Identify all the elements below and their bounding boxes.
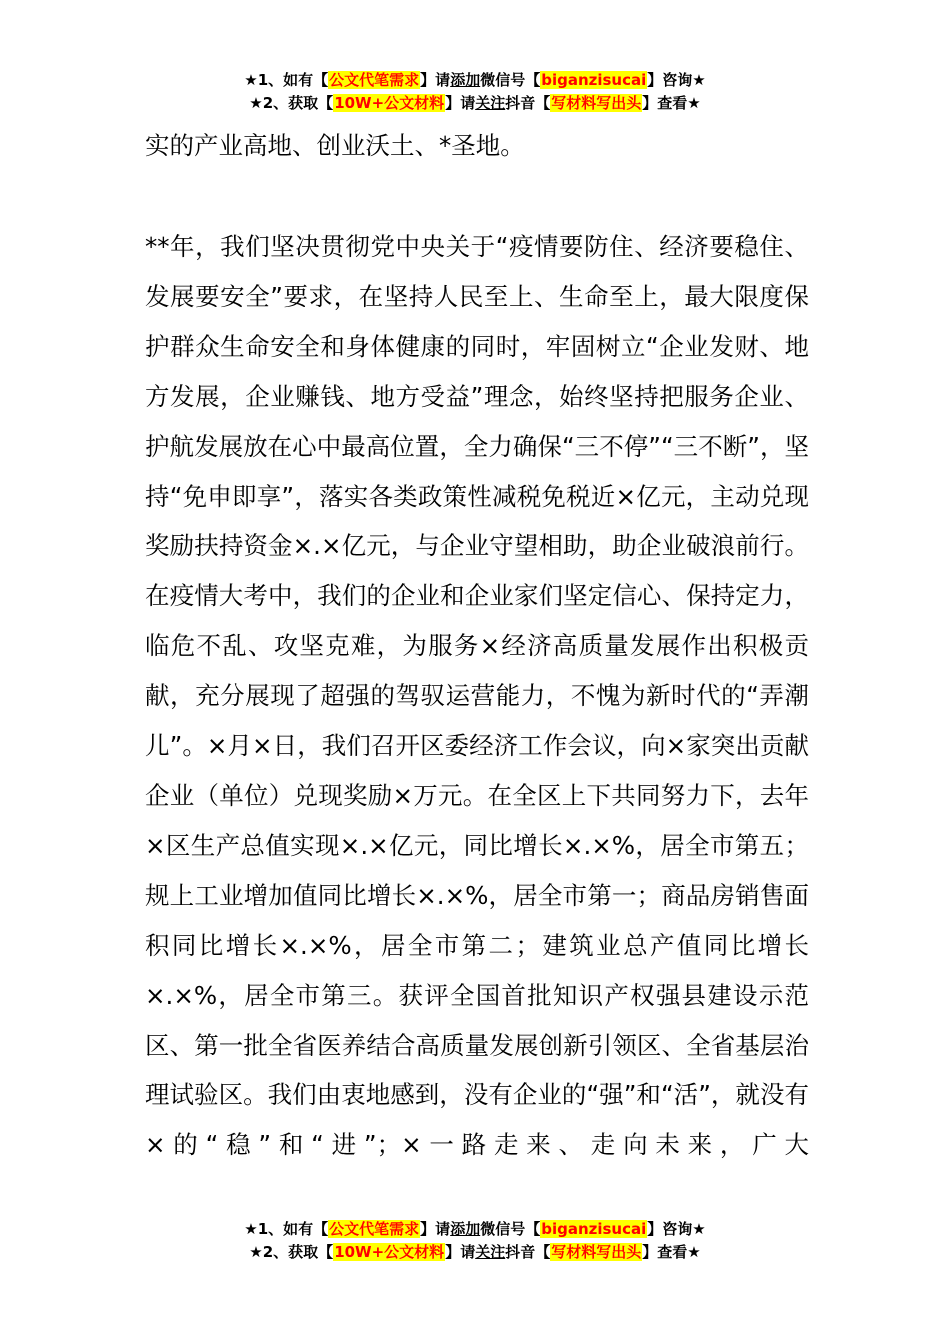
banner-underline: 添加 <box>450 1220 481 1238</box>
continued-line: 实的产业高地、创业沃土、*圣地。 <box>145 131 525 160</box>
banner-line-2 <box>0 92 950 115</box>
banner-line-1 <box>0 69 950 92</box>
header-banner <box>0 69 950 115</box>
banner-line-1 <box>0 1218 950 1241</box>
banner-text: 】请 <box>445 1243 476 1261</box>
banner-highlight: 写材料写出头 <box>551 1243 642 1261</box>
banner-text: 抖音【 <box>505 94 551 112</box>
banner-text: 】请 <box>445 94 476 112</box>
banner-text: ★1、如有【 <box>244 71 329 89</box>
banner-text: 】查看★ <box>642 1243 701 1261</box>
banner-text: ★2、获取【 <box>249 94 334 112</box>
banner-text: 】查看★ <box>642 94 701 112</box>
banner-text: ★1、如有【 <box>244 1220 329 1238</box>
body-paragraph: **年，我们坚决贯彻党中央关于“疫情要防住、经济要稳住、发展要安全”要求，在坚持人民至上、生命至上，最大限度保护群众生命安全和身体健康的同时，牢固树立“企业发财、地方发展，企业赚钱、地方受益”理念，始终坚持把服务企业、护航发展放在心中最高位置，全力确保“三不停”“三不断”，坚持“免申即享”，落实各类政策性减税免税近×亿元，主动兑现奖励扶持资金×.×亿元，与企业守望相助，助企业破浪前行。在疫情大考中，我们的企业和企业家们坚定信心、保持定力，临危不乱、攻坚克难，为服务×经济高质量发展作出积极贡献，充分展现了超强的驾驭运营能力，不愧为新时代的“弄潮儿”。×月×日，我们召开区委经济工作会议，向×家突出贡献企业（单位）兑现奖励×万元。在全区上下共同努力下，去年×区生产总值实现×.×亿元，同比增长×.×%，居全市第五；规上工业增加值同比增长×.×%，居全市第一；商品房销售面积同比增长×.×%，居全市第二；建筑业总产值同比增长×.×%，居全市第三。获评全国首批知识产权强县建设示范区、第一批全省医养结合高质量发展创新引领区、全省基层治理试验区。我们由衷地感到，没有企业的“强”和“活”，就没有×的“稳”和“进”；×一路走来、走向未来，广大 <box>145 232 809 1160</box>
banner-text: 】咨询★ <box>647 71 706 89</box>
banner-underline: 关注 <box>475 1243 506 1261</box>
banner-text: 抖音【 <box>505 1243 551 1261</box>
footer-banner <box>0 1218 950 1264</box>
banner-text: 微信号【 <box>480 1220 541 1238</box>
banner-text: 】咨询★ <box>647 1220 706 1238</box>
banner-highlight: biganzisucai <box>541 1220 647 1238</box>
banner-underline: 添加 <box>450 71 481 89</box>
banner-highlight: biganzisucai <box>541 71 647 89</box>
banner-highlight: 10W+公文材料 <box>334 1243 445 1261</box>
banner-text: ★2、获取【 <box>249 1243 334 1261</box>
banner-text: 】请 <box>420 71 451 89</box>
banner-highlight: 公文代笔需求 <box>329 1220 420 1238</box>
banner-highlight: 写材料写出头 <box>551 94 642 112</box>
banner-line-2 <box>0 1241 950 1264</box>
banner-underline: 关注 <box>475 94 506 112</box>
banner-text: 微信号【 <box>480 71 541 89</box>
banner-text: 】请 <box>420 1220 451 1238</box>
banner-highlight: 10W+公文材料 <box>334 94 445 112</box>
banner-highlight: 公文代笔需求 <box>329 71 420 89</box>
